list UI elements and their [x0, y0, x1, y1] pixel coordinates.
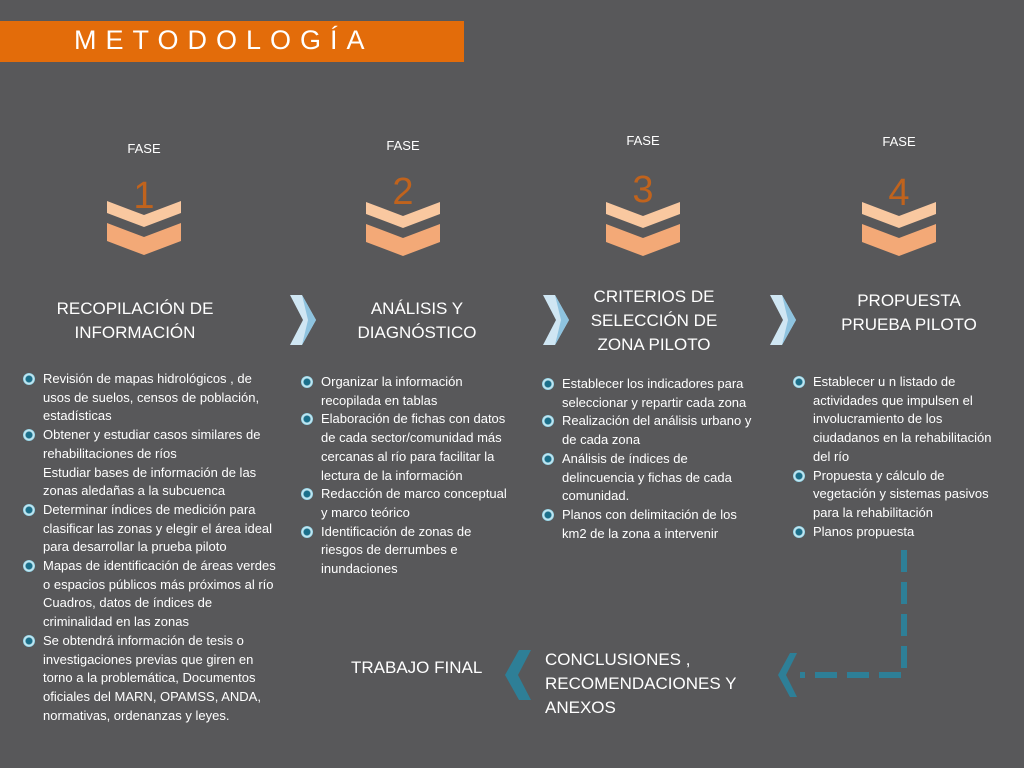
bullet-dot-icon [793, 376, 805, 388]
list-item: Análisis de índices de delincuencia y fichas de cada comunidad. [562, 450, 777, 506]
bullet-dot-icon [542, 378, 554, 390]
phase-3-label: FASE [626, 133, 660, 148]
phase-1-chevrons-icon [107, 201, 181, 261]
list-item: Planos con delimitación de los km2 de la zona a intervenir [562, 506, 777, 543]
arrow-right-icon [770, 295, 796, 345]
arrow-left-icon [505, 650, 531, 700]
dashed-connector [770, 545, 920, 705]
phase-4-bullet-list [813, 373, 1018, 541]
conclusions-label: CONCLUSIONES , RECOMENDACIONES Y ANEXOS [545, 650, 737, 717]
phase-1-label: FASE [127, 141, 161, 156]
arrow-right-icon [543, 295, 569, 345]
phase-1-number: 1 [133, 175, 155, 217]
bullet-dot-icon [793, 470, 805, 482]
bullet-dot-icon [301, 376, 313, 388]
list-item: Obtener y estudiar casos similares de rehabilitaciones de ríos [43, 426, 313, 463]
arrow-right-icon [290, 295, 316, 345]
list-item: Determinar índices de medición para clasificar las zonas y elegir el área ideal para desarrollar la prueba piloto [43, 501, 313, 557]
phase-3-title: CRITERIOS DE SELECCIÓN DE ZONA PILOTO [590, 287, 718, 354]
phase-2-label: FASE [386, 138, 420, 153]
phase-3-bullet-list [562, 375, 777, 543]
phase-2-bullet-list [321, 373, 536, 579]
list-item: Elaboración de fichas con datos de cada sector/comunidad más cercanas al río para facilitar la lectura de la información [321, 410, 536, 485]
title-bar [0, 21, 464, 62]
final-work-label: TRABAJO FINAL [351, 658, 483, 677]
bullet-dot-icon [542, 453, 554, 465]
list-item: Redacción de marco conceptual y marco teórico [321, 485, 536, 522]
list-item: Mapas de identificación de áreas verdes o espacios públicos más próximos al río [43, 557, 313, 594]
list-item: Establecer los indicadores para seleccionar y repartir cada zona [562, 375, 777, 412]
phase-1-title: RECOPILACIÓN DE INFORMACIÓN [56, 299, 214, 342]
phase-4-title: PROPUESTA PRUEBA PILOTO [841, 291, 977, 334]
phase-1 [44, 141, 244, 266]
phase-4-number: 4 [888, 172, 910, 214]
bullet-dot-icon [23, 373, 35, 385]
phase-2-title: ANÁLISIS Y DIAGNÓSTICO [357, 299, 477, 342]
list-item: Estudiar bases de información de las zonas aledañas a la subcuenca [43, 464, 257, 499]
list-item: Planos propuesta [813, 523, 1018, 542]
list-item: Organizar la información recopilada en tablas [321, 373, 536, 410]
phase-1-bullet-list [43, 370, 313, 725]
bullet-dot-icon [23, 560, 35, 572]
bullet-dot-icon [542, 509, 554, 521]
list-item: Se obtendrá información de tesis o investigaciones previas que giren en torno a la problemática, Documentos oficiales del MARN, OPAMSS, ANDA, normativas, ordenanzas y leyes. [43, 632, 313, 726]
phase-4-chevrons-icon [862, 202, 936, 262]
bullet-dot-icon [542, 415, 554, 427]
page-title: METODOLOGÍA [74, 25, 374, 55]
phase-2-number: 2 [392, 171, 414, 213]
phase-3-number: 3 [632, 169, 654, 211]
arrow-left-icon [778, 653, 797, 697]
bullet-dot-icon [301, 526, 313, 538]
phase-3-chevrons-icon [606, 202, 680, 262]
list-item: Realización del análisis urbano y de cada zona [562, 412, 777, 449]
list-item: Revisión de mapas hidrológicos , de usos de suelos, censos de población, estadísticas [43, 370, 313, 426]
phase-4-label: FASE [882, 134, 916, 149]
bullet-dot-icon [23, 504, 35, 516]
list-item: Identificación de zonas de riesgos de derrumbes e inundaciones [321, 523, 536, 579]
phase-4 [799, 134, 999, 259]
list-item: Propuesta y cálculo de vegetación y sistemas pasivos para la rehabilitación [813, 467, 1018, 523]
phase-2-chevrons-icon [366, 202, 440, 262]
bullet-dot-icon [23, 429, 35, 441]
phase-3 [543, 133, 743, 258]
list-item: Cuadros, datos de índices de criminalidad en las zonas [43, 595, 213, 630]
list-item: Establecer u n listado de actividades que impulsen el involucramiento de los ciudadanos en la rehabilitación del río [813, 373, 1018, 467]
bullet-dot-icon [23, 635, 35, 647]
phase-2 [303, 138, 503, 263]
bullet-dot-icon [793, 526, 805, 538]
